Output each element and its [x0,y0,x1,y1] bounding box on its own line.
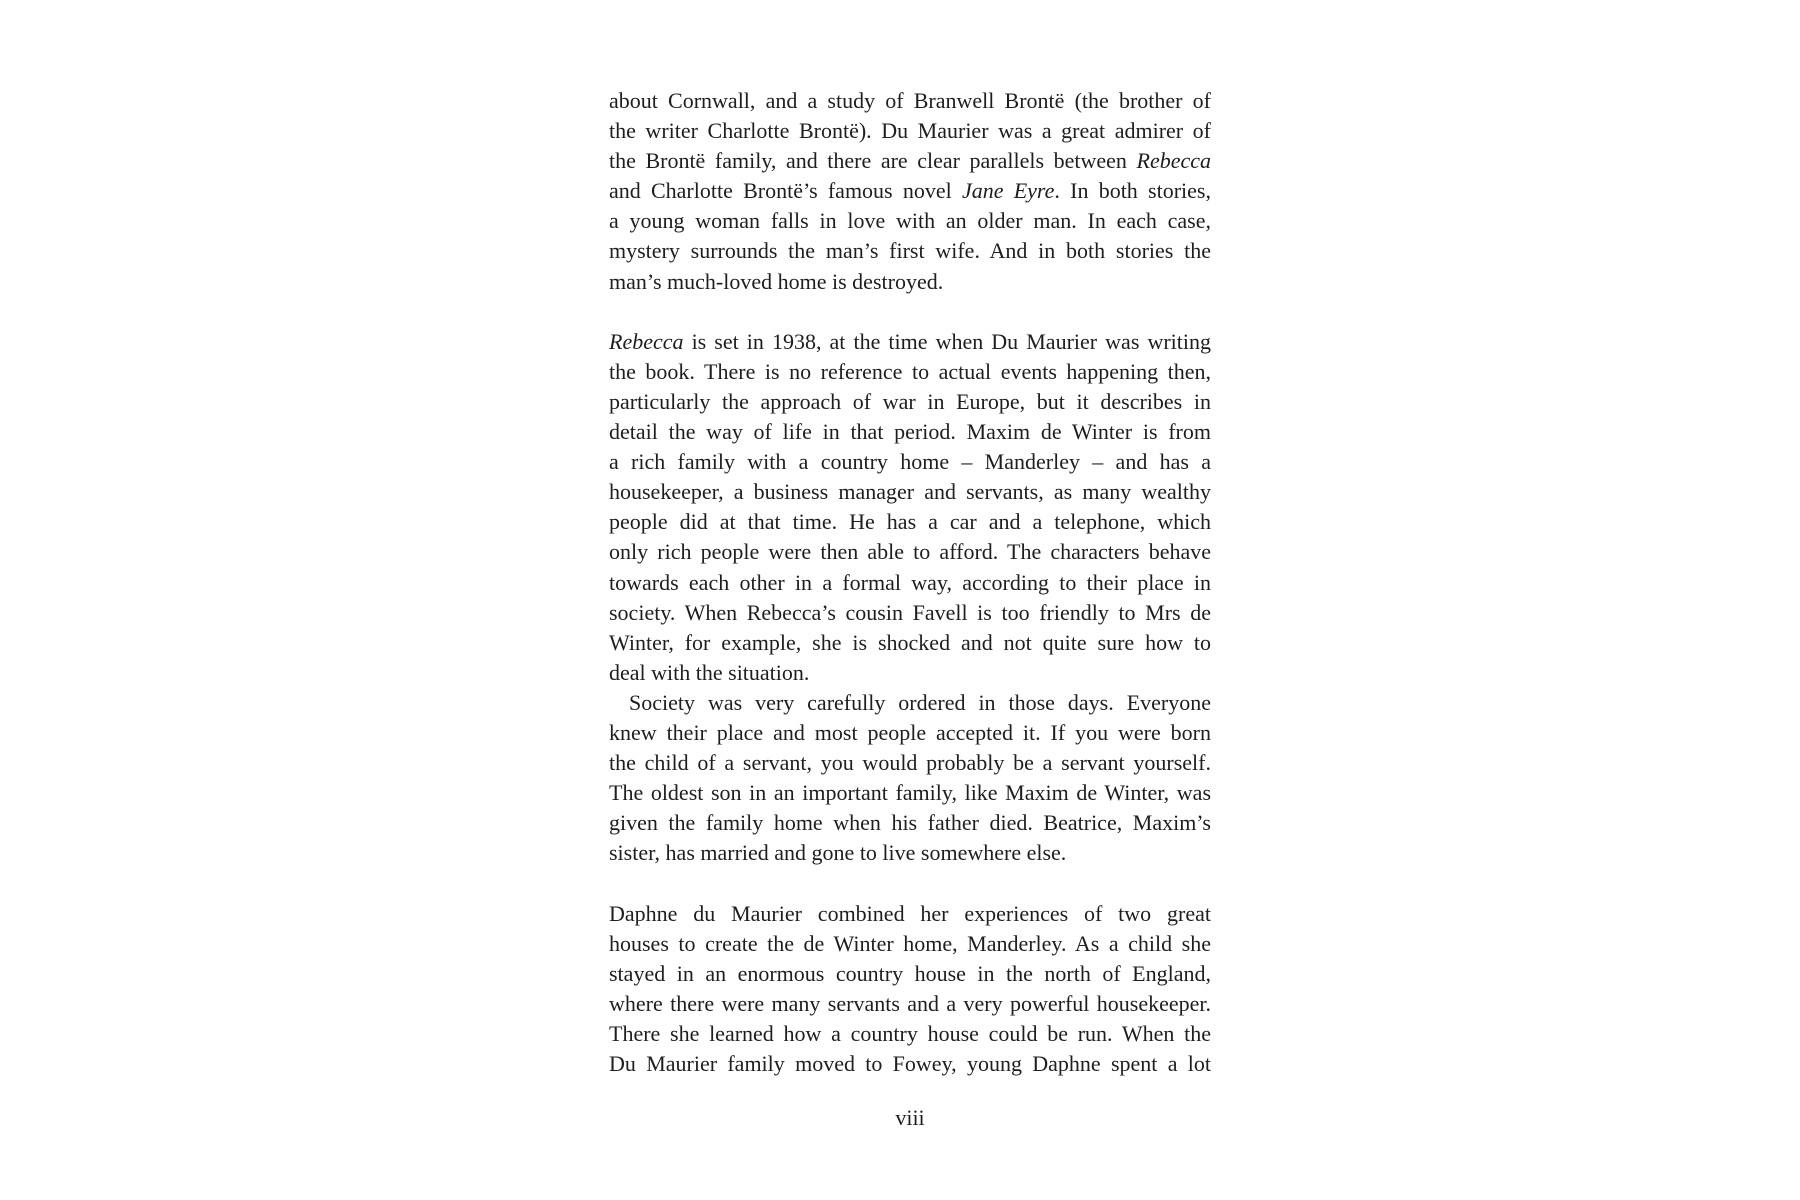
text-line [609,568,1211,598]
italic-title: Rebecca [609,328,684,354]
text-segment: where there were many servants and a very powerful housekeeper. [609,990,1211,1016]
text-segment: detail the way of life in that period. Maxim de Winter is from [609,419,1211,445]
text-line [609,146,1211,176]
text-segment: people did at that time. He has a car and a telephone, which [609,509,1211,535]
text-line [609,1049,1211,1079]
text-segment: particularly the approach of war in Europe, but it describes in [609,388,1211,414]
text-line [609,357,1211,387]
text-segment: Daphne du Maurier combined her experiences of two great [609,900,1211,926]
text-line [609,86,1211,116]
text-line [609,838,1211,868]
text-line [609,1019,1211,1049]
text-line [609,658,1211,688]
text-segment: towards each other in a formal way, according to their place in [609,569,1211,595]
text-line [609,206,1211,236]
text-segment: Society was very carefully ordered in those days. Everyone [629,689,1211,715]
text-segment: the child of a servant, you would probably be a servant yourself. [609,750,1211,776]
text-line [609,387,1211,417]
text-segment: given the family home when his father died. Beatrice, Maxim’s [609,810,1211,836]
text-segment: Winter, for example, she is shocked and not quite sure how to [609,629,1211,655]
text-line [609,327,1211,357]
text-segment: and Charlotte Brontë’s famous novel [609,178,962,204]
text-line [609,959,1211,989]
text-segment: only rich people were then able to afford. The characters behave [609,539,1211,565]
text-segment: stayed in an enormous country house in the north of England, [609,960,1211,986]
text-segment: society. When Rebecca’s cousin Favell is too friendly to Mrs de [609,599,1211,625]
text-segment: The oldest son in an important family, like Maxim de Winter, was [609,780,1211,806]
text-line [609,598,1211,628]
paragraph [609,327,1211,688]
text-segment: mystery surrounds the man’s first wife. And in both stories the [609,238,1211,264]
text-line [609,267,1211,297]
text-line [609,929,1211,959]
text-segment: sister, has married and gone to live somewhere else. [609,840,1067,866]
text-segment: . In both stories, [1054,178,1211,204]
text-segment: houses to create the de Winter home, Manderley. As a child she [609,930,1211,956]
italic-title: Rebecca [1136,148,1211,174]
text-line [609,688,1211,718]
paragraph [609,86,1211,297]
paragraph [609,688,1211,869]
text-segment: the writer Charlotte Brontë). Du Maurier was a great admirer of [609,118,1211,144]
text-line [609,748,1211,778]
text-segment: knew their place and most people accepted it. If you were born [609,719,1211,745]
text-line [609,628,1211,658]
text-segment: the Brontë family, and there are clear parallels between [609,148,1137,174]
text-line [609,899,1211,929]
text-line [609,236,1211,266]
text-segment: man’s much-loved home is destroyed. [609,268,944,294]
text-line [609,507,1211,537]
text-segment: about Cornwall, and a study of Branwell Brontë (the brother of [609,88,1211,113]
italic-title: Jane Eyre [961,178,1055,204]
text-line [609,116,1211,146]
paragraph [609,899,1211,1080]
text-line [609,989,1211,1019]
text-line [609,417,1211,447]
text-segment: deal with the situation. [609,659,810,685]
text-segment: a young woman falls in love with an older man. In each case, [609,208,1211,234]
text-line [609,808,1211,838]
page-number: viii [895,1105,925,1130]
text-segment: There she learned how a country house could be run. When the [609,1020,1211,1046]
text-line [609,778,1211,808]
text-line [609,447,1211,477]
text-line [609,537,1211,567]
text-segment: is set in 1938, at the time when Du Maurier was writing [683,328,1211,354]
text-segment: a rich family with a country home – Manderley – and has a [609,449,1211,475]
text-line [609,477,1211,507]
text-line [609,718,1211,748]
text-segment: the book. There is no reference to actual events happening then, [609,358,1211,384]
body-text [609,86,1211,1079]
text-segment: Du Maurier family moved to Fowey, young Daphne spent a lot [609,1051,1211,1076]
text-segment: housekeeper, a business manager and servants, as many wealthy [609,479,1211,505]
text-line [609,176,1211,206]
